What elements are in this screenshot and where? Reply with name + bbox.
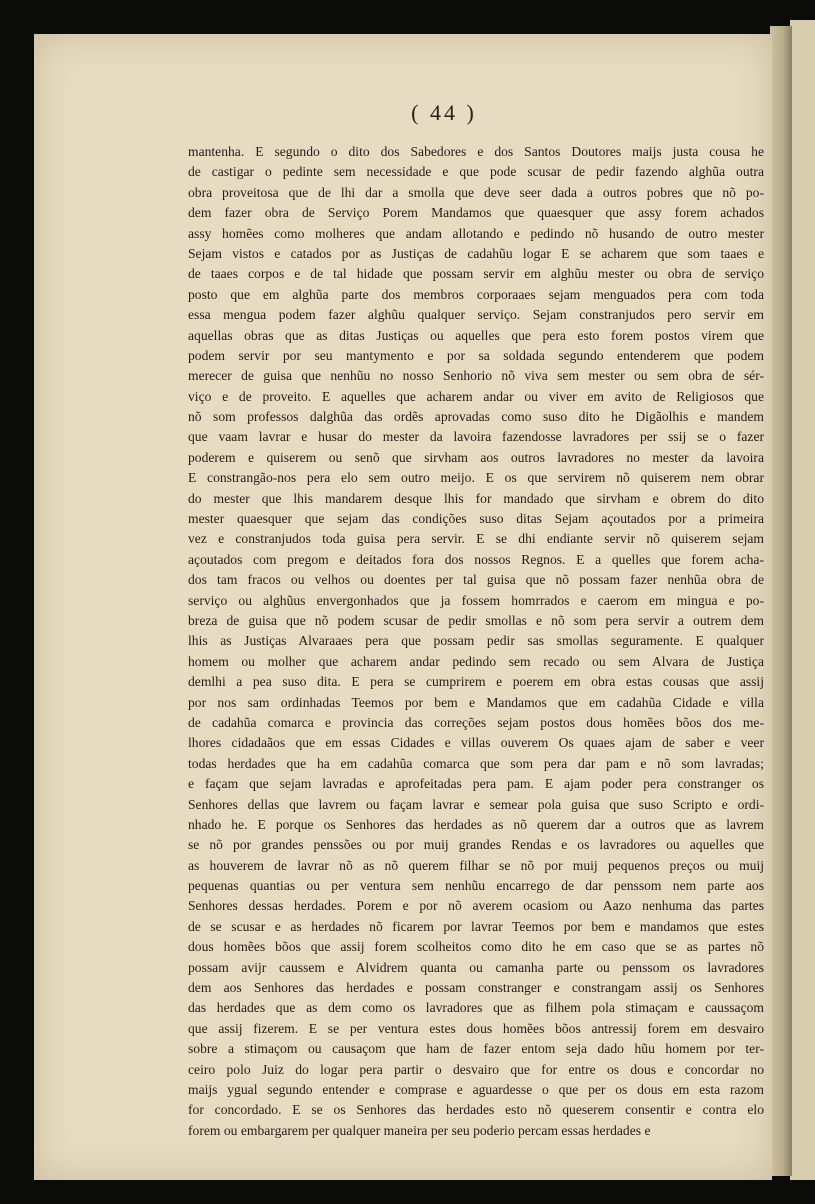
text-line: nhado he. E porque os Senhores das herdades as nõ querem dar a outros que as lavrem [188,816,764,832]
text-line: nõ som professos dalghũa das ordẽs aprovadas como suso dito he Digãolhis e mandem [188,409,764,425]
body-text [188,142,764,1141]
text-line: de se scusar e as herdades nõ ficarem por lavrar Teemos por bem e mandamos que estes [188,918,764,934]
text-line: E constrangão-nos pera elo sem outro meijo. E os que servirem nõ quiserem nem obrar [188,470,764,486]
text-line: de castigar o pedinte sem necessidade e que pode scusar de pedir fazendo alghũa outra [188,164,764,180]
text-line: dem fazer obra de Serviço Porem Mandamos que quaesquer que assy forem achados [188,205,764,221]
text-line: aquellas obras que as ditas Justiças ou aquelles que pera esto forem postos virem que [188,327,764,343]
text-line: obra proveitosa que de lhi dar a smolla que deve seer dada a outros pobres que nõ po- [188,184,764,200]
text-line: vez e constranjudos toda guisa pera servir. E se dhi endiante servir nõ quiserem sejam [188,531,764,547]
text-line: possam avijr caussem e Alvidrem quanta ou camanha parte ou penssom os lavradores [188,959,764,975]
text-line: essa mengua podem fazer alghũu qualquer serviço. Sejam constranjudos pero servir em [188,307,764,323]
text-line: que assij fizerem. E se per ventura estes dous homẽes bõos antressij forem em desvairo [188,1020,764,1036]
text-line: sobre a stimaçom ou causaçom que ham de fazer entom seja dado hũu homem por ter- [188,1041,764,1057]
text-line: dem aos Senhores das herdades e possam constranger e constrangam assij os Senhores [188,980,764,996]
text-line: podem servir por seu mantymento e por sa soldada segundo entenderem que podem [188,347,764,363]
text-line: merecer de guisa que nenhũu no nosso Senhorio nõ viva sem mester ou sem obra de sér- [188,368,764,384]
text-line: Senhores dellas que lavrem ou façam lavrar e semear pola guisa que suso Scripto e ordi- [188,796,764,812]
text-line: açoutados com pregom e deitados fora dos nossos Regnos. E a quelles que forem acha- [188,551,764,567]
text-line: demlhi a pea suso dita. E pera se cumprirem e poerem em obra estas cousas que assij [188,674,764,690]
text-line: Sejam vistos e catados por as Justiças de cadahũu logar E se acharem que som taaes e [188,245,764,261]
text-line: todas herdades que ha em cadahũa comarca que som pera dar pam e nõ som lavradas; [188,755,764,771]
text-line: Senhores dessas herdades. Porem e por nõ averem ocasiom ou Aazo nenhuma das partes [188,898,764,914]
text-line: as houverem de lavrar nõ as nõ querem filhar se nõ por muij pequenos preços ou muij [188,857,764,873]
text-line: forem ou embargarem per qualquer maneira per seu poderio percam essas herdades e [188,1122,651,1138]
text-line: que vaam lavrar e husar do mester da lavoira fazendosse lavradores per ssij se o fazer [188,429,764,445]
text-line: homem ou molher que acharem andar pedindo sem recado ou sem Alvara de Justiça [188,653,764,669]
text-line: mantenha. E segundo o dito dos Sabedores e dos Santos Doutores maijs justa cousa he [188,144,764,159]
text-line: se nõ por grandes penssões ou por muij grandes Rendas e os lavradores ou aquelles que [188,837,764,853]
text-line: lhores cidadaãos que em essas Cidades e villas ouverem Os quaes ajam de saber e veer [188,735,764,751]
text-line: de taaes corpos e de tal hidade que possam servir em alghũu mester ou obra de serviço [188,266,764,282]
text-line: das herdades que as dem como os lavradores que as filhem pola stimaçam e caussaçom [188,1000,764,1016]
page-number: ( 44 ) [411,100,477,125]
text-line: lhis as Justiças Alvaraaes pera que possam pedir sas smollas seguramente. E qualquer [188,633,764,649]
text-line: maijs ygual segundo entender e comprase e aguardesse o que per os dous em esta razom [188,1081,764,1097]
text-line: viço e de proveito. E aquelles que acharem andar ou viver em avito de Religiosos que [188,388,764,404]
text-line: dos tam fracos ou velhos ou doentes per tal guisa que nõ possam fazer nenhũa obra de [188,572,764,588]
text-line: dous homẽes bõos que assij forem scolheitos como dito he em caso que se as partes nõ [188,939,764,955]
text-line: pequenas quantias ou per ventura sem nenhũu encarrego de dar penssom nem parte aos [188,878,764,894]
text-line: for concordado. E se os Senhores das herdades esto nõ queserem consentir e contra elo [188,1102,764,1118]
text-line: por nos sam ordinhadas Teemos por bem e Mandamos que em cadahũa Cidade e villa [188,694,764,710]
text-line: ceiro polo Juiz do logar pera partir o desvairo que for entre os dous e concordar no [188,1061,764,1077]
text-line: assy homẽes como molheres que andam allotando e pedindo nõ husando de outro mester [188,225,764,241]
text-line: breza de guisa que nõ podem scusar de pedir smollas e nõ som pera servir a outrem dem [188,612,764,628]
text-line: e façam que sejam lavradas e aprofeitadas pera pam. E ajam poder pera constranger os [188,776,764,792]
text-line: de cadahũa comarca e provincia das correções sejam postos dous homẽes bõos dos me- [188,714,764,730]
text-line: serviço ou alghũus envergonhados que ja fossem homrrados e caerom em mingua e po- [188,592,764,608]
book-spine-edge [770,26,792,1176]
text-line: posto que em alghũa parte dos membros corporaaes sejam menguados pera com toda [188,286,764,302]
text-line: do mester que lhis mandarem desque lhis for mandado que sirvham e obrem do dito [188,490,764,506]
text-line: poderem e quiserem ou senõ que sirvham aos outros lavradores no mester da lavoira [188,449,764,465]
text-line: mester quaesquer que sejam das condições suso ditas Sejam açoutados por a primeira [188,511,764,527]
next-page-edge [790,20,815,1180]
